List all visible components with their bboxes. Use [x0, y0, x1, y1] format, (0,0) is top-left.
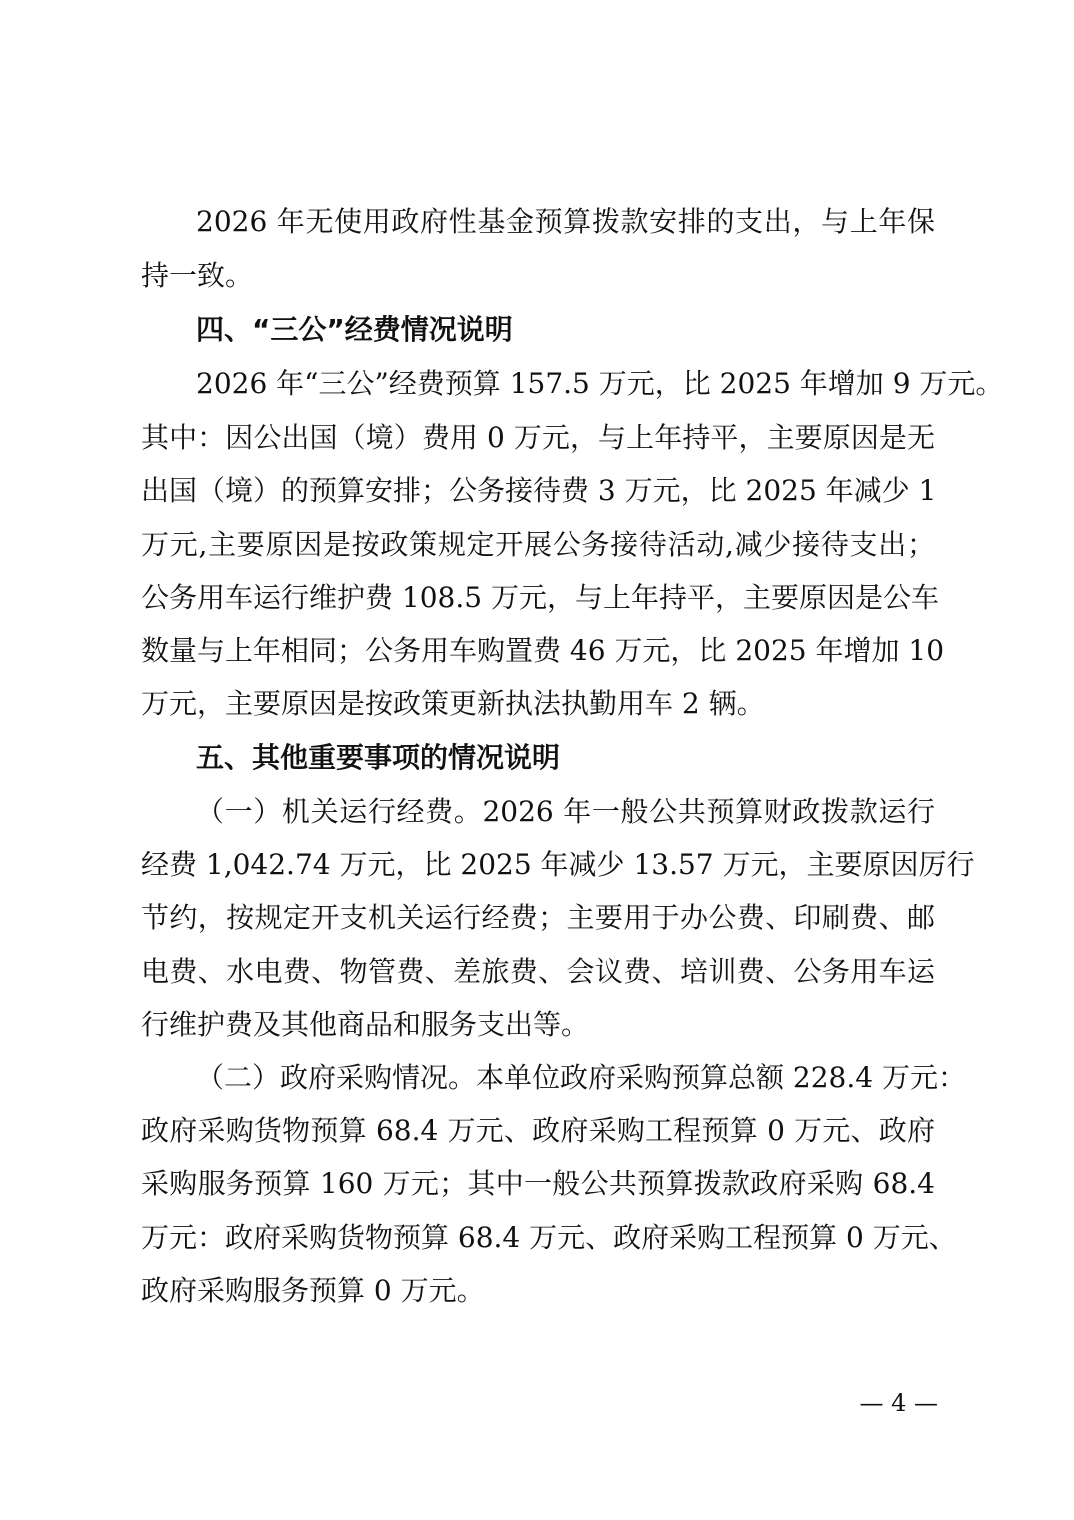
- paragraph-line: 采购服务预算 160 万元；其中一般公共预算拨款政府采购 68.4: [141, 1167, 935, 1200]
- paragraph-line: 2026 年“三公”经费预算 157.5 万元，比 2025 年增加 9 万元。: [196, 367, 1004, 400]
- paragraph-line: 出国（境）的预算安排；公务接待费 3 万元，比 2025 年减少 1: [141, 474, 937, 507]
- page-number: — 4 —: [859, 1389, 938, 1417]
- section-heading-4: 四、“三公”经费情况说明: [196, 313, 513, 346]
- paragraph-line: （一）机关运行经费。2026 年一般公共预算财政拨款运行: [196, 795, 935, 828]
- paragraph-line: 政府采购服务预算 0 万元。: [141, 1274, 485, 1307]
- paragraph-line: 电费、水电费、物管费、差旅费、会议费、培训费、公务用车运: [141, 955, 935, 988]
- paragraph-line: 公务用车运行维护费 108.5 万元，与上年持平，主要原因是公车: [141, 581, 939, 614]
- paragraph-line: 持一致。: [141, 259, 254, 292]
- section-heading-5: 五、其他重要事项的情况说明: [196, 741, 561, 774]
- paragraph-line: 万元：政府采购货物预算 68.4 万元、政府采购工程预算 0 万元、: [141, 1221, 957, 1254]
- paragraph-line: 万元，主要原因是按政策更新执法执勤用车 2 辆。: [141, 687, 765, 720]
- paragraph-line: 政府采购货物预算 68.4 万元、政府采购工程预算 0 万元、政府: [141, 1114, 935, 1147]
- paragraph-line: （二）政府采购情况。本单位政府采购预算总额 228.4 万元：: [196, 1061, 966, 1094]
- paragraph-line: 数量与上年相同；公务用车购置费 46 万元，比 2025 年增加 10: [141, 634, 945, 667]
- paragraph-line: 节约，按规定开支机关运行经费；主要用于办公费、印刷费、邮: [141, 901, 935, 934]
- paragraph-line: 其中：因公出国（境）费用 0 万元，与上年持平，主要原因是无: [141, 421, 935, 454]
- paragraph-line: 万元,主要原因是按政策规定开展公务接待活动,减少接待支出；: [141, 528, 935, 561]
- paragraph-line: 经费 1,042.74 万元，比 2025 年减少 13.57 万元，主要原因厉行: [141, 848, 975, 881]
- paragraph-line: 行维护费及其他商品和服务支出等。: [141, 1008, 590, 1041]
- paragraph-line: 2026 年无使用政府性基金预算拨款安排的支出，与上年保: [196, 205, 935, 238]
